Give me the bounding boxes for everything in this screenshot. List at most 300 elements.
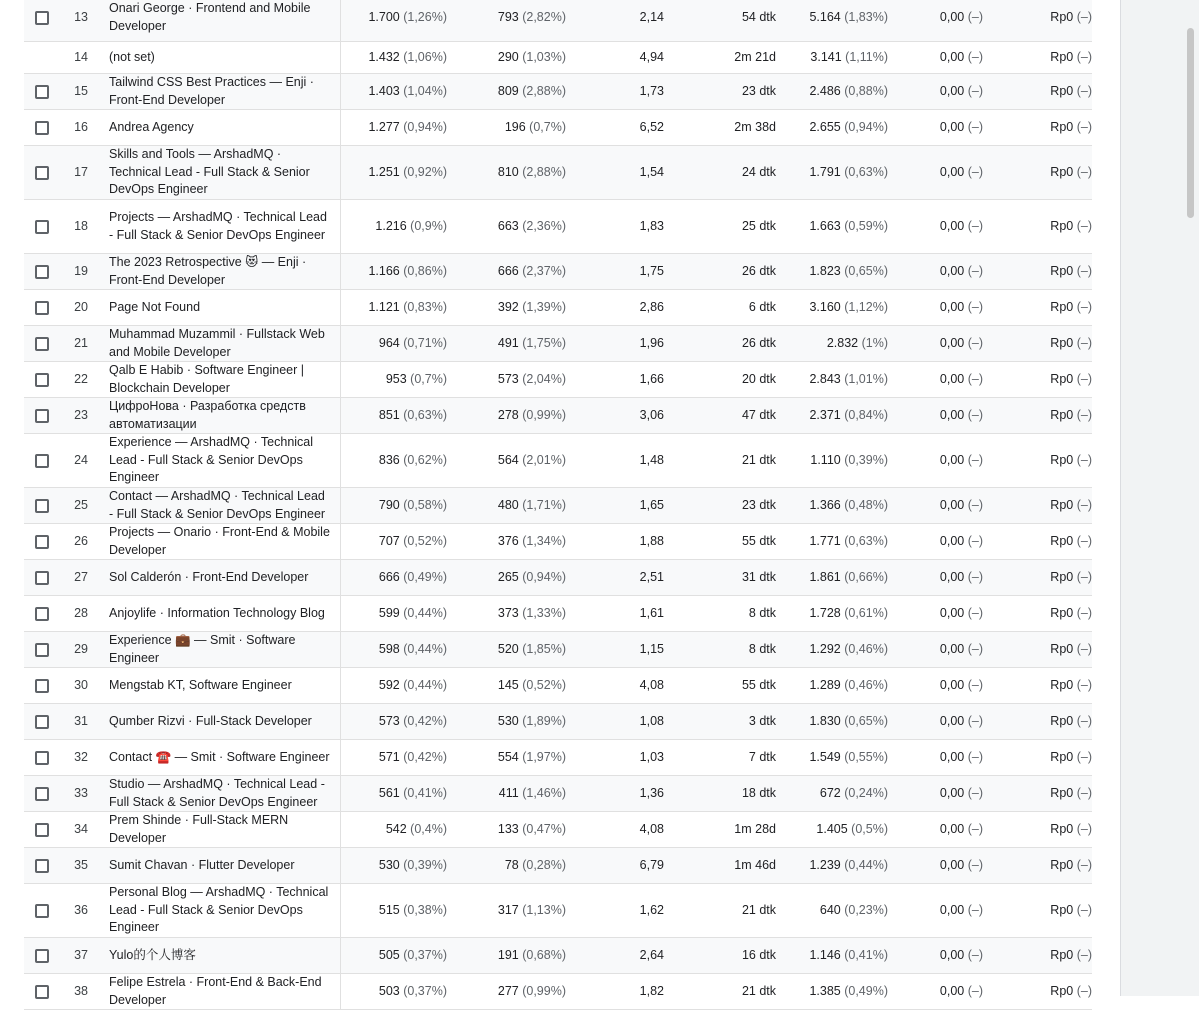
- table-row[interactable]: [24, 974, 1092, 1010]
- conversions-cell: [888, 749, 983, 767]
- page-title: Page Not Found: [109, 299, 201, 314]
- revenue-value: Rp0: [1050, 605, 1074, 620]
- row-checkbox[interactable]: [35, 220, 49, 234]
- conversions-value: 0,00: [939, 641, 965, 656]
- revenue-percent: (–): [1076, 83, 1092, 98]
- views-per-user-cell: 1,08: [639, 713, 664, 728]
- conversions-value: 0,00: [939, 49, 965, 64]
- conversions-value: 0,00: [939, 749, 965, 764]
- views-cell: [341, 641, 447, 659]
- row-checkbox[interactable]: [35, 949, 49, 963]
- conversions-percent: (–): [967, 902, 983, 917]
- users-value: 278: [497, 407, 519, 422]
- views-per-user-cell: 1,65: [639, 497, 664, 512]
- row-select-cell: [24, 715, 60, 729]
- users-percent: (0,99%): [522, 983, 566, 998]
- event-count-cell: [776, 569, 888, 587]
- event-count-percent: (1,12%): [844, 299, 888, 314]
- conversions-percent: (–): [967, 569, 983, 584]
- event-count-percent: (0,84%): [844, 407, 888, 422]
- revenue-cell: [983, 947, 1092, 965]
- engagement-time-cell: 6 dtk: [748, 299, 776, 314]
- event-count-percent: (0,44%): [844, 857, 888, 872]
- engagement-time-cell: 54 dtk: [741, 9, 776, 24]
- views-value: 851: [378, 407, 400, 422]
- page-title-cell: [92, 200, 341, 253]
- row-select-cell: [24, 787, 60, 801]
- users-value: 554: [497, 749, 519, 764]
- revenue-value: Rp0: [1050, 641, 1074, 656]
- table-row[interactable]: [24, 848, 1092, 884]
- table-row[interactable]: [24, 560, 1092, 596]
- event-count-value: 1.791: [809, 164, 841, 179]
- row-checkbox[interactable]: [35, 301, 49, 315]
- users-cell: [447, 902, 566, 920]
- row-select-cell: [24, 499, 60, 513]
- users-cell: [447, 749, 566, 767]
- engagement-time-cell: 55 dtk: [741, 533, 776, 548]
- row-index: 21: [74, 335, 88, 350]
- page-title-cell: [92, 704, 341, 739]
- event-count-percent: (1%): [861, 335, 888, 350]
- row-select-cell: [24, 823, 60, 837]
- engagement-time-cell: 7 dtk: [748, 749, 776, 764]
- row-checkbox[interactable]: [35, 409, 49, 423]
- conversions-value: 0,00: [939, 371, 965, 386]
- table-row[interactable]: [24, 326, 1092, 362]
- table-row[interactable]: [24, 0, 1092, 42]
- page-title-cell: [92, 326, 341, 361]
- page-title-cell: [92, 668, 341, 703]
- views-value: 964: [378, 335, 400, 350]
- engagement-time-cell: 24 dtk: [741, 164, 776, 179]
- conversions-cell: [888, 713, 983, 731]
- page-title-cell: [92, 596, 341, 631]
- page-title: Sol Calderón · Front-End Developer: [109, 569, 309, 584]
- conversions-cell: [888, 119, 983, 137]
- conversions-value: 0,00: [939, 452, 965, 467]
- table-row[interactable]: [24, 146, 1092, 200]
- row-checkbox[interactable]: [35, 787, 49, 801]
- users-value: 290: [497, 49, 519, 64]
- views-per-user-cell: 1,54: [639, 164, 664, 179]
- users-value: 573: [497, 371, 519, 386]
- revenue-percent: (–): [1076, 263, 1092, 278]
- event-count-cell: [776, 9, 888, 27]
- table-row[interactable]: [24, 200, 1092, 254]
- conversions-percent: (–): [967, 218, 983, 233]
- event-count-value: 1.823: [809, 263, 841, 278]
- row-checkbox[interactable]: [35, 85, 49, 99]
- event-count-value: 1.549: [809, 749, 841, 764]
- table-row[interactable]: [24, 488, 1092, 524]
- row-checkbox[interactable]: [35, 499, 49, 513]
- revenue-percent: (–): [1076, 983, 1092, 998]
- conversions-cell: [888, 49, 983, 67]
- row-index: 31: [74, 713, 88, 728]
- conversions-value: 0,00: [939, 785, 965, 800]
- row-select-cell: [24, 859, 60, 873]
- event-count-percent: (0,23%): [844, 902, 888, 917]
- page-title-cell: [92, 398, 341, 433]
- event-count-value: 1.830: [809, 713, 841, 728]
- views-per-user-cell: 2,51: [639, 569, 664, 584]
- page-title-cell: [92, 146, 341, 199]
- views-cell: [341, 299, 447, 317]
- views-percent: (0,52%): [403, 533, 447, 548]
- table-row[interactable]: [24, 524, 1092, 560]
- page-title-cell: [92, 42, 341, 73]
- event-count-value: 1.663: [809, 218, 841, 233]
- revenue-percent: (–): [1076, 452, 1092, 467]
- table-row[interactable]: [24, 704, 1092, 740]
- row-index: 14: [74, 49, 88, 64]
- users-value: 793: [497, 9, 519, 24]
- views-value: 1.277: [368, 119, 400, 134]
- table-row[interactable]: [24, 938, 1092, 974]
- revenue-cell: [983, 605, 1092, 623]
- event-count-percent: (1,01%): [844, 371, 888, 386]
- page-title: Contact ☎️ — Smit · Software Engineer: [109, 749, 330, 764]
- row-select-cell: [24, 751, 60, 765]
- conversions-percent: (–): [967, 164, 983, 179]
- users-percent: (0,68%): [522, 947, 566, 962]
- revenue-value: Rp0: [1050, 49, 1074, 64]
- row-select-cell: [24, 643, 60, 657]
- page-title-cell: [92, 74, 341, 109]
- views-cell: [341, 902, 447, 920]
- event-count-cell: [776, 677, 888, 695]
- table-row[interactable]: [24, 884, 1092, 938]
- views-value: 515: [378, 902, 400, 917]
- row-checkbox[interactable]: [35, 985, 49, 999]
- views-per-user-cell: 4,08: [639, 677, 664, 692]
- users-cell: [447, 452, 566, 470]
- views-cell: [341, 9, 447, 27]
- conversions-value: 0,00: [939, 569, 965, 584]
- table-row[interactable]: [24, 812, 1092, 848]
- views-per-user-cell: 2,64: [639, 947, 664, 962]
- event-count-cell: [776, 749, 888, 767]
- revenue-cell: [983, 533, 1092, 551]
- revenue-cell: [983, 9, 1092, 27]
- conversions-percent: (–): [967, 263, 983, 278]
- views-cell: [341, 164, 447, 182]
- conversions-cell: [888, 533, 983, 551]
- users-percent: (1,33%): [522, 605, 566, 620]
- revenue-cell: [983, 641, 1092, 659]
- engagement-time-cell: 21 dtk: [741, 452, 776, 467]
- row-checkbox[interactable]: [35, 265, 49, 279]
- row-checkbox[interactable]: [35, 166, 49, 180]
- row-index: 20: [74, 299, 88, 314]
- conversions-value: 0,00: [939, 164, 965, 179]
- revenue-cell: [983, 119, 1092, 137]
- event-count-cell: [776, 119, 888, 137]
- conversions-cell: [888, 857, 983, 875]
- conversions-percent: (–): [967, 335, 983, 350]
- row-index: 23: [74, 407, 88, 422]
- row-index: 37: [74, 947, 88, 962]
- event-count-value: 1.405: [816, 821, 848, 836]
- views-percent: (0,7%): [410, 371, 447, 386]
- page-title: Onari George · Frontend and Mobile Developer: [109, 1, 311, 33]
- views-cell: [341, 857, 447, 875]
- users-value: 530: [497, 713, 519, 728]
- row-checkbox[interactable]: [35, 679, 49, 693]
- page-title: Projects — ArshadMQ · Technical Lead - Full Stack & Senior DevOps Engineer: [109, 210, 327, 242]
- users-cell: [447, 785, 566, 803]
- page-title-cell: [92, 560, 341, 595]
- revenue-value: Rp0: [1050, 119, 1074, 134]
- conversions-cell: [888, 785, 983, 803]
- table-row[interactable]: [24, 74, 1092, 110]
- views-per-user-cell: 1,48: [639, 452, 664, 467]
- users-cell: [447, 569, 566, 587]
- row-checkbox[interactable]: [35, 454, 49, 468]
- row-index: 34: [74, 821, 88, 836]
- event-count-cell: [776, 49, 888, 67]
- users-value: 491: [497, 335, 519, 350]
- engagement-time-cell: 31 dtk: [741, 569, 776, 584]
- table-row[interactable]: [24, 110, 1092, 146]
- views-per-user-cell: 1,62: [639, 902, 664, 917]
- conversions-cell: [888, 335, 983, 353]
- conversions-percent: (–): [967, 605, 983, 620]
- page-title: Sumit Chavan · Flutter Developer: [109, 857, 295, 872]
- row-checkbox[interactable]: [35, 643, 49, 657]
- event-count-percent: (0,66%): [844, 569, 888, 584]
- users-percent: (0,52%): [522, 677, 566, 692]
- users-percent: (1,75%): [522, 335, 566, 350]
- row-select-cell: [24, 571, 60, 585]
- views-percent: (1,06%): [403, 49, 447, 64]
- conversions-cell: [888, 263, 983, 281]
- table-row[interactable]: [24, 668, 1092, 704]
- event-count-value: 1.110: [810, 452, 841, 467]
- event-count-cell: [776, 821, 888, 839]
- row-checkbox[interactable]: [35, 607, 49, 621]
- conversions-percent: (–): [967, 49, 983, 64]
- conversions-value: 0,00: [939, 947, 965, 962]
- users-percent: (1,89%): [522, 713, 566, 728]
- engagement-time-cell: 55 dtk: [741, 677, 776, 692]
- event-count-value: 3.141: [810, 49, 842, 64]
- conversions-value: 0,00: [939, 533, 965, 548]
- conversions-cell: [888, 641, 983, 659]
- event-count-cell: [776, 263, 888, 281]
- views-per-user-cell: 1,61: [639, 605, 664, 620]
- revenue-percent: (–): [1076, 713, 1092, 728]
- engagement-time-cell: 8 dtk: [748, 605, 776, 620]
- row-select-cell: [24, 265, 60, 279]
- views-value: 953: [385, 371, 407, 386]
- users-cell: [447, 641, 566, 659]
- row-checkbox[interactable]: [35, 751, 49, 765]
- row-checkbox[interactable]: [35, 121, 49, 135]
- table-row[interactable]: [24, 596, 1092, 632]
- table-row[interactable]: [24, 42, 1092, 74]
- row-index: 15: [74, 83, 88, 98]
- revenue-cell: [983, 569, 1092, 587]
- revenue-cell: [983, 902, 1092, 920]
- event-count-value: 1.728: [809, 605, 841, 620]
- row-checkbox[interactable]: [35, 715, 49, 729]
- row-checkbox[interactable]: [35, 859, 49, 873]
- revenue-percent: (–): [1076, 299, 1092, 314]
- page-title: Experience — ArshadMQ · Technical Lead - Full Stack & Senior DevOps Engineer: [109, 435, 314, 485]
- table-row[interactable]: [24, 776, 1092, 812]
- page-title: The 2023 Retrospective 😻 — Enji · Front-End Developer: [109, 255, 307, 287]
- views-percent: (0,37%): [403, 983, 447, 998]
- table-row[interactable]: [24, 254, 1092, 290]
- conversions-percent: (–): [967, 749, 983, 764]
- users-cell: [447, 821, 566, 839]
- engagement-time-cell: 47 dtk: [741, 407, 776, 422]
- views-cell: [341, 335, 447, 353]
- page-title: (not set): [109, 49, 155, 64]
- views-value: 1.432: [368, 49, 400, 64]
- revenue-value: Rp0: [1050, 164, 1074, 179]
- table-row[interactable]: [24, 740, 1092, 776]
- event-count-percent: (0,65%): [844, 713, 888, 728]
- views-percent: (0,42%): [403, 713, 447, 728]
- revenue-cell: [983, 983, 1092, 1001]
- event-count-value: 1.239: [809, 857, 841, 872]
- revenue-percent: (–): [1076, 49, 1092, 64]
- views-percent: (0,94%): [403, 119, 447, 134]
- views-value: 1.251: [368, 164, 400, 179]
- row-select-cell: [24, 607, 60, 621]
- views-value: 598: [378, 641, 400, 656]
- engagement-time-cell: 21 dtk: [741, 983, 776, 998]
- table-row[interactable]: [24, 632, 1092, 668]
- users-cell: [447, 299, 566, 317]
- table-row[interactable]: [24, 362, 1092, 398]
- views-cell: [341, 49, 447, 67]
- scrollbar-thumb[interactable]: [1187, 28, 1194, 218]
- conversions-cell: [888, 371, 983, 389]
- revenue-cell: [983, 218, 1092, 236]
- users-cell: [447, 497, 566, 515]
- event-count-value: 1.771: [809, 533, 841, 548]
- engagement-time-cell: 26 dtk: [741, 335, 776, 350]
- revenue-percent: (–): [1076, 407, 1092, 422]
- views-cell: [341, 569, 447, 587]
- users-percent: (2,04%): [522, 371, 566, 386]
- event-count-percent: (0,46%): [844, 677, 888, 692]
- views-percent: (0,42%): [403, 749, 447, 764]
- table-row[interactable]: [24, 290, 1092, 326]
- views-percent: (0,71%): [403, 335, 447, 350]
- views-cell: [341, 947, 447, 965]
- revenue-value: Rp0: [1050, 857, 1074, 872]
- users-value: 191: [497, 947, 519, 962]
- event-count-percent: (1,11%): [845, 49, 888, 64]
- revenue-cell: [983, 83, 1092, 101]
- views-per-user-cell: 1,73: [639, 83, 664, 98]
- views-cell: [341, 749, 447, 767]
- views-per-user-cell: 1,03: [639, 749, 664, 764]
- views-percent: (0,63%): [403, 407, 447, 422]
- row-checkbox[interactable]: [35, 11, 49, 25]
- views-value: 599: [378, 605, 400, 620]
- event-count-percent: (0,49%): [844, 983, 888, 998]
- row-index: 32: [74, 749, 88, 764]
- users-value: 78: [504, 857, 519, 872]
- event-count-cell: [776, 299, 888, 317]
- event-count-cell: [776, 164, 888, 182]
- table-row[interactable]: [24, 398, 1092, 434]
- row-select-cell: [24, 337, 60, 351]
- users-value: 373: [497, 605, 519, 620]
- users-value: 520: [497, 641, 519, 656]
- users-cell: [447, 83, 566, 101]
- revenue-value: Rp0: [1050, 821, 1074, 836]
- views-percent: (0,4%): [410, 821, 447, 836]
- event-count-percent: (0,24%): [844, 785, 888, 800]
- engagement-time-cell: 26 dtk: [741, 263, 776, 278]
- conversions-cell: [888, 164, 983, 182]
- views-percent: (0,9%): [410, 218, 447, 233]
- views-per-user-cell: 1,83: [639, 218, 664, 233]
- engagement-time-cell: 2m 21d: [734, 49, 776, 64]
- row-checkbox[interactable]: [35, 904, 49, 918]
- engagement-time-cell: 3 dtk: [748, 713, 776, 728]
- conversions-value: 0,00: [939, 263, 965, 278]
- conversions-percent: (–): [967, 713, 983, 728]
- page-title: Qalb E Habib · Software Engineer | Blockchain Developer: [109, 363, 305, 395]
- conversions-cell: [888, 218, 983, 236]
- conversions-value: 0,00: [939, 299, 965, 314]
- views-value: 1.403: [368, 83, 400, 98]
- views-value: 1.121: [368, 299, 400, 314]
- page-title-cell: [92, 254, 341, 289]
- conversions-value: 0,00: [939, 335, 965, 350]
- revenue-cell: [983, 335, 1092, 353]
- conversions-cell: [888, 407, 983, 425]
- event-count-value: 2.843: [809, 371, 841, 386]
- revenue-percent: (–): [1076, 164, 1092, 179]
- page-title-cell: [92, 110, 341, 145]
- page-title-cell: [92, 524, 341, 559]
- conversions-percent: (–): [967, 857, 983, 872]
- row-checkbox[interactable]: [35, 373, 49, 387]
- row-index: 36: [74, 902, 88, 917]
- row-index: 30: [74, 677, 88, 692]
- revenue-value: Rp0: [1050, 533, 1074, 548]
- conversions-percent: (–): [967, 677, 983, 692]
- revenue-percent: (–): [1076, 677, 1092, 692]
- conversions-percent: (–): [967, 533, 983, 548]
- revenue-value: Rp0: [1050, 497, 1074, 512]
- row-checkbox[interactable]: [35, 337, 49, 351]
- row-select-cell: [24, 166, 60, 180]
- views-cell: [341, 983, 447, 1001]
- event-count-value: 1.385: [809, 983, 841, 998]
- revenue-value: Rp0: [1050, 452, 1074, 467]
- row-checkbox[interactable]: [35, 823, 49, 837]
- row-checkbox[interactable]: [35, 571, 49, 585]
- views-value: 503: [378, 983, 400, 998]
- row-checkbox[interactable]: [35, 535, 49, 549]
- page-title-cell: [92, 848, 341, 883]
- event-count-value: 1.146: [809, 947, 841, 962]
- table-row[interactable]: [24, 434, 1092, 488]
- conversions-percent: (–): [967, 641, 983, 656]
- users-cell: [447, 164, 566, 182]
- views-value: 666: [378, 569, 400, 584]
